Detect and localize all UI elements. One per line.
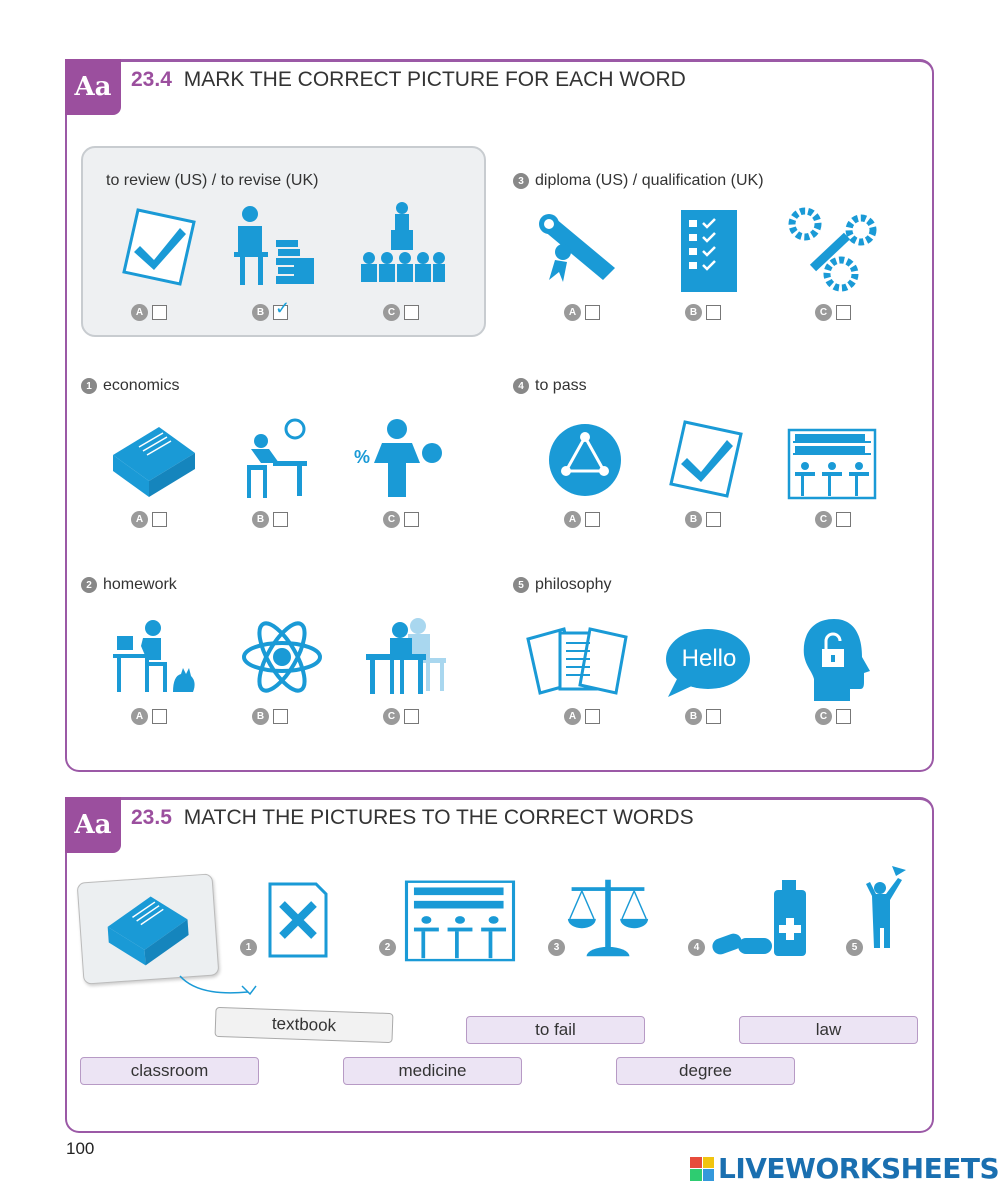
classroom-library-icon (404, 876, 516, 962)
q5-option-c[interactable] (815, 708, 851, 725)
q2-option-c[interactable] (383, 708, 419, 725)
question-number: 1 (81, 378, 97, 394)
option-letter: C (815, 304, 832, 321)
question-word: philosophy (535, 576, 612, 593)
question-2 (81, 576, 177, 594)
page-number: 100 (66, 1139, 95, 1158)
student-laptop-cat-icon (109, 612, 199, 702)
exercise-heading: MATCH THE PICTURES TO THE CORRECT WORDS (183, 806, 694, 829)
option-letter: B (252, 511, 269, 528)
word-chip[interactable]: medicine (343, 1057, 522, 1085)
businessman-percent-chart-icon (352, 415, 442, 505)
checkbox[interactable] (585, 512, 600, 527)
q1-option-b[interactable] (252, 511, 288, 528)
example-picture-card (77, 873, 220, 984)
example-option-b[interactable] (252, 298, 291, 321)
scales-of-justice-icon (563, 876, 653, 960)
option-letter: B (685, 304, 702, 321)
student-studying-icon (230, 200, 320, 290)
question-4 (513, 377, 587, 395)
checkbox[interactable] (273, 709, 288, 724)
book-icon (98, 882, 198, 976)
option-letter: A (564, 304, 581, 321)
option-letter: B (685, 511, 702, 528)
checked-paper-icon (663, 412, 753, 502)
checkmark-icon: ✓ (275, 298, 291, 318)
question-word: economics (103, 377, 180, 394)
checkbox[interactable] (836, 709, 851, 724)
exercise-number: 23.4 (131, 68, 172, 91)
option-letter: B (252, 708, 269, 725)
option-letter: A (131, 304, 148, 321)
q1-option-c[interactable] (383, 511, 419, 528)
graduate-icon (862, 862, 910, 958)
q3-option-c[interactable] (815, 304, 851, 321)
question-word: diploma (US) / qualification (UK) (535, 172, 764, 189)
q4-option-a[interactable] (564, 511, 600, 528)
checkbox[interactable] (152, 512, 167, 527)
checkbox[interactable] (836, 305, 851, 320)
question-3 (513, 172, 764, 190)
question-number: 5 (513, 577, 529, 593)
question-number: 3 (513, 173, 529, 189)
option-letter: C (815, 708, 832, 725)
checkbox[interactable] (152, 709, 167, 724)
option-letter: A (131, 708, 148, 725)
students-at-desk-icon (360, 612, 450, 702)
option-letter: C (383, 708, 400, 725)
word-chip[interactable]: classroom (80, 1057, 259, 1085)
q2-option-a[interactable] (131, 708, 167, 725)
checkbox[interactable] (706, 305, 721, 320)
triangle-network-icon (540, 415, 630, 505)
example-option-c[interactable] (383, 304, 419, 321)
word-chip[interactable]: law (739, 1016, 918, 1044)
aa-badge: Aa (65, 59, 121, 115)
checkbox[interactable] (152, 305, 167, 320)
checkbox[interactable] (706, 512, 721, 527)
word-chip-example[interactable]: textbook (215, 1007, 394, 1043)
exercise-heading: MARK THE CORRECT PICTURE FOR EACH WORD (183, 68, 686, 91)
match-number-1: 1 (240, 939, 257, 956)
classroom-library-icon (787, 420, 877, 510)
option-letter: A (564, 708, 581, 725)
hello-text: Hello (681, 645, 737, 672)
checkbox[interactable] (585, 709, 600, 724)
question-5 (513, 576, 612, 594)
option-letter: B (252, 304, 269, 321)
match-number-3: 3 (548, 939, 565, 956)
gears-wrench-icon (787, 206, 877, 296)
exercise-number: 23.5 (131, 806, 172, 829)
medicine-pills-bottle-icon (708, 880, 816, 958)
checkbox[interactable] (273, 512, 288, 527)
aa-badge: Aa (65, 797, 121, 853)
option-letter: A (131, 511, 148, 528)
option-letter: C (383, 304, 400, 321)
papers-documents-icon (524, 615, 632, 705)
q3-option-b[interactable] (685, 304, 721, 321)
checkbox[interactable] (836, 512, 851, 527)
diploma-scroll-icon (533, 210, 623, 300)
match-number-4: 4 (688, 939, 705, 956)
q5-option-b[interactable] (685, 708, 721, 725)
checkbox[interactable] (404, 512, 419, 527)
q5-option-a[interactable] (564, 708, 600, 725)
question-word: homework (103, 576, 177, 593)
question-number: 2 (81, 577, 97, 593)
checklist-icon (665, 206, 755, 296)
atom-icon (237, 612, 327, 702)
q4-option-c[interactable] (815, 511, 851, 528)
example-arrow-icon (176, 972, 266, 1012)
word-chip[interactable]: degree (616, 1057, 795, 1085)
checkbox[interactable] (404, 709, 419, 724)
hello-speech-bubble-icon (664, 615, 754, 705)
example-option-a[interactable] (131, 304, 167, 321)
q4-option-b[interactable] (685, 511, 721, 528)
match-number-2: 2 (379, 939, 396, 956)
book-icon (109, 415, 199, 505)
word-chip[interactable]: to fail (466, 1016, 645, 1044)
student-at-desk-clock-icon (237, 415, 327, 505)
checkbox[interactable] (404, 305, 419, 320)
checkbox[interactable] (706, 709, 721, 724)
example-word (106, 172, 318, 190)
head-padlock-icon (792, 615, 882, 705)
question-number: 4 (513, 378, 529, 394)
question-1 (81, 377, 179, 395)
brand-name: LIVEWORKSHEETS (718, 1152, 999, 1185)
option-letter: A (564, 511, 581, 528)
option-letter: B (685, 708, 702, 725)
svg-text:%: % (354, 447, 371, 467)
checked-paper-icon (116, 200, 206, 290)
failed-paper-icon (260, 880, 332, 960)
option-letter: C (815, 511, 832, 528)
q3-option-a[interactable] (564, 304, 600, 321)
checkbox-checked[interactable] (273, 298, 291, 320)
question-word: to pass (535, 377, 587, 394)
q1-option-a[interactable] (131, 511, 167, 528)
example-word-text: to review (US) / to revise (UK) (106, 172, 319, 189)
exercise-title (131, 68, 686, 92)
exercise-title (131, 806, 694, 830)
match-number-5: 5 (846, 939, 863, 956)
liveworksheets-logo (690, 1152, 999, 1185)
q2-option-b[interactable] (252, 708, 288, 725)
checkbox[interactable] (585, 305, 600, 320)
lecture-audience-icon (357, 200, 447, 290)
liveworksheets-logo-icon (690, 1157, 714, 1181)
option-letter: C (383, 511, 400, 528)
